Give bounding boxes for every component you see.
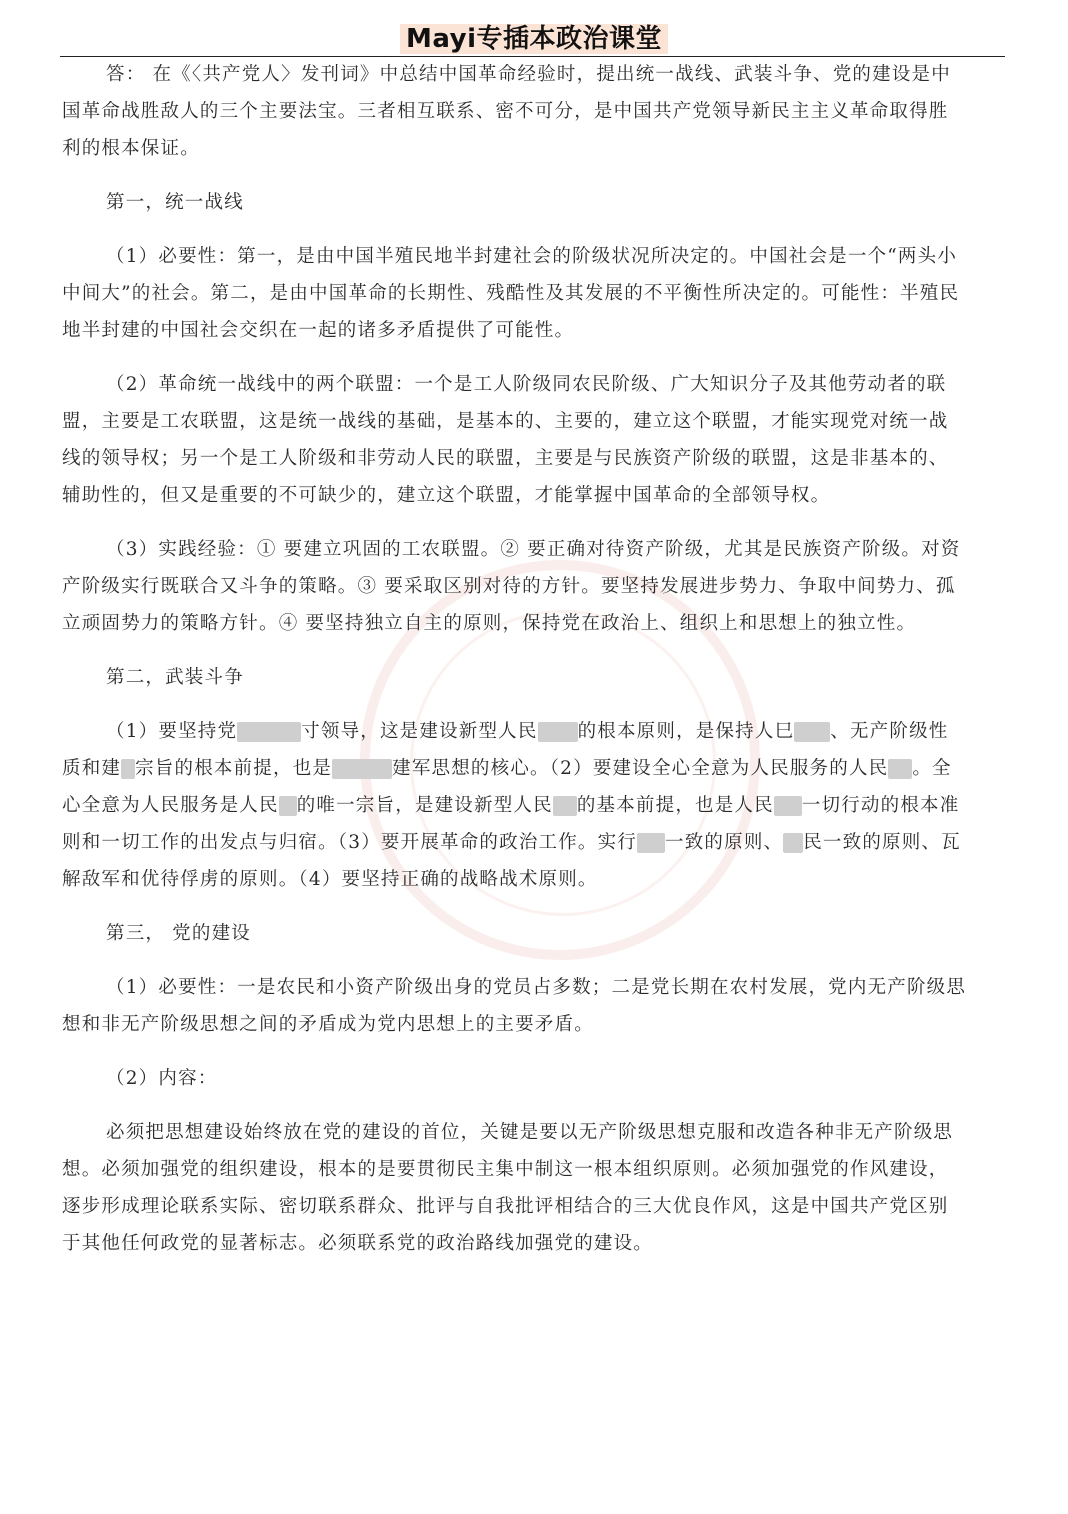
section-2-paragraph [62,713,967,898]
header-brand: Mayi [406,24,477,54]
redaction-mask [637,833,665,853]
section-2-text-b: 寸领导，这是建设新型人民 [301,721,538,742]
section-2-text-i: 的基本前提，也是人民 [576,795,774,816]
header-title-highlight [400,24,668,54]
section-2-text-d: 、无产阶级性质和建 [62,721,949,779]
section-2-text-j: 一切行动的根本准则和一切工作的出发点与归宿。（3）要开展革命的政治工作。实行 [62,795,960,853]
section-2-text-e: 宗旨的根本前提，也是 [135,758,333,779]
intro-paragraph: 答： 在《〈共产党人〉发刊词》中总结中国革命经验时，提出统一战线、武装斗争、党的建设是中国革命战胜敌人的三个主要法宝。三者相互联系、密不可分，是中国共产党领导新民主主义革命取得胜利的根本保证。 [62,64,951,159]
redaction-mask [279,796,297,816]
section-1-paragraph-1: （1）必要性：第一，是由中国半殖民地半封建社会的阶级状况所决定的。中国社会是一个“两头小中间大”的社会。第二，是由中国革命的长期性、残酷性及其发展的不平衡性所决定的。可能性：半殖民地半封建的中国社会交织在一起的诸多矛盾提供了可能性。 [62,246,960,341]
redaction-mask [237,722,301,742]
redaction-mask [783,833,803,853]
section-2-title: 第二，武装斗争 [106,667,244,688]
section-1-title: 第一，统一战线 [106,192,244,213]
section-2-text-g: 。全心全意为人民服务是人民 [62,758,952,816]
section-2-text-c: 的根本原则，是保持人巳 [577,721,795,742]
section-1-paragraph-2: （2）革命统一战线中的两个联盟：一个是工人阶级同农民阶级、广大知识分子及其他劳动者的联盟，主要是工农联盟，这是统一战线的基础，是基本的、主要的，建立这个联盟，才能实现党对统一战线的领导权；另一个是工人阶级和非劳动人民的联盟，主要是与民族资产阶级的联盟，这是非基本的、辅助性的，但又是重要的不可缺少的，建立这个联盟，才能掌握中国革命的全部领导权。 [62,374,949,506]
section-3-paragraph-1: （1）必要性：一是农民和小资产阶级出身的党员占多数；二是党长期在农村发展，党内无产阶级思想和非无产阶级思想之间的矛盾成为党内思想上的主要矛盾。 [62,977,967,1035]
redaction-mask [888,759,912,779]
section-1-paragraph-3: （3）实践经验：① 要建立巩固的工农联盟。② 要正确对待资产阶级，尤其是民族资产阶级。对资产阶级实行既联合又斗争的策略。③ 要采取区别对待的方针。要坚持发展进步势力、争取中间势力、孤立顽固势力的策略方针。④ 要坚持独立自主的原则，保持党在政治上、组织上和思想上的独立性。 [62,539,961,634]
section-2-text-l: 民一致的原则、瓦解敌军和优待俘虏的原则。（4）要坚持正确的战略战术原则。 [62,832,961,890]
section-2-text-h: 的唯一宗旨，是建设新型人民 [296,795,553,816]
redaction-mask [538,722,578,742]
document-body [62,56,967,1262]
section-3-paragraph-3: 必须把思想建设始终放在党的建设的首位，关键是要以无产阶级思想克服和改造各种非无产阶级思想。必须加强党的组织建设，根本的是要贯彻民主集中制这一根本组织原则。必须加强党的作风建设，逐步形成理论联系实际、密切联系群众、批评与自我批评相结合的三大优良作风，这是中国共产党区别于其他任何政党的显著标志。必须联系党的政治路线加强党的建设。 [62,1122,954,1254]
redaction-mask [332,759,392,779]
redaction-mask [774,796,802,816]
redaction-mask [121,759,135,779]
section-3-paragraph-2: （2）内容： [106,1068,218,1089]
section-3-title: 第三， 党的建设 [106,923,251,944]
header-title: 专插本政治课堂 [476,24,662,54]
redaction-mask [794,722,830,742]
redaction-mask [553,796,577,816]
page-header [0,18,1068,55]
section-2-text-k: 一致的原则、 [665,832,784,853]
section-2-text-f: 建军思想的核心。（2）要建设全心全意为人民服务的人民 [392,758,889,779]
section-2-text-a: （1）要坚持党 [106,721,238,742]
